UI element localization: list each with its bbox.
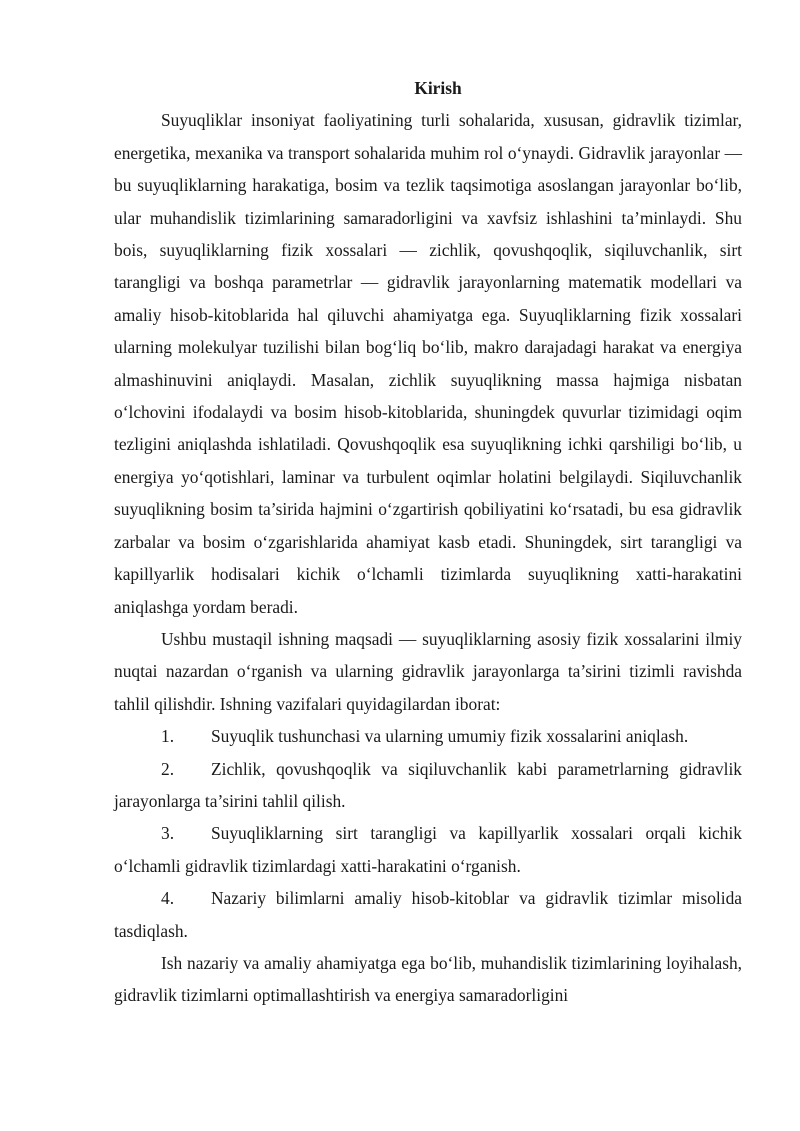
- task-item: [114, 720, 742, 752]
- task-item: [114, 753, 742, 818]
- task-item: [114, 817, 742, 882]
- task-number: 1.: [161, 726, 175, 747]
- purpose-paragraph: Ushbu mustaqil ishning maqsadi — suyuqliklarning asosiy fizik xossalarini ilmiy nuqtai nazardan o‘rganish va ularning gidravlik jarayonlarga ta’sirini tizimli ravishda tahlil qilishdir. Ishning vazifalari quyidagilardan iborat:: [114, 628, 742, 714]
- task-number: 4.: [161, 888, 175, 909]
- task-number: 3.: [161, 823, 175, 844]
- task-text: Suyuqlik tushunchasi va ularning umumiy fizik xossalarini aniqlash.: [211, 726, 689, 747]
- task-item: [114, 882, 742, 947]
- task-number: 2.: [161, 758, 175, 779]
- significance-paragraph: Ish nazariy va amaliy ahamiyatga ega bo‘lib, muhandislik tizimlarining loyihalash, gidravlik tizimlarni optimallashtirish va energiya samaradorligini: [114, 952, 742, 1006]
- section-title: Kirish: [414, 78, 462, 98]
- task-text: Nazariy bilimlarni amaliy hisob-kitoblar va gidravlik tizimlar misolida tasdiqlash.: [114, 888, 742, 941]
- intro-paragraph: Suyuqliklar insoniyat faoliyatining turli sohalarida, xususan, gidravlik tizimlar, energetika, mexanika va transport sohalarida muhim rol o‘ynaydi. Gidravlik jarayonlar — bu suyuqliklarning harakatiga, bosim va tezlik taqsimotiga asoslangan jarayonlar bo‘lib, ular muhandislik tizimlarining samaradorligini va xavfsiz ishlashini ta’minlaydi. Shu bois, suyuqliklarning fizik xossalari — zichlik, qovushqoqlik, siqiluvchanlik, sirt tarangligi va boshqa parametrlar — gidravlik jarayonlarning matematik modellari va amaliy hisob-kitoblarida hal qiluvchi ahamiyatga ega. Suyuqliklarning fizik xossalari ularning molekulyar tuzilishi bilan bog‘liq bo‘lib, makro darajadagi harakat va energiya almashinuvini aniqlaydi. Masalan, zichlik suyuqlikning massa hajmiga nisbatan o‘lchovini ifodalaydi va bosim hisob-kitoblarida, shuningdek quvurlar tizimidagi oqim tezligini aniqlashda ishlatiladi. Qovushqoqlik esa suyuqlikning ichki qarshiligi bo‘lib, u energiya yo‘qotishlari, laminar va turbulent oqimlar holatini belgilaydi. Siqiluvchanlik suyuqlikning bosim ta’sirida hajmini o‘zgartirish qobiliyatini ko‘rsatadi, bu esa gidravlik zarbalar va bosim o‘zgarishlarida ahamiyat kasb etadi. Shuningdek, sirt tarangligi va kapillyarlik hodisalari kichik o‘lchamli tizimlarda suyuqlikning xatti-harakatini aniqlashga yordam beradi.: [114, 110, 742, 617]
- task-text: Suyuqliklarning sirt tarangligi va kapillyarlik xossalari orqali kichik o‘lchamli gidravlik tizimlardagi xatti-harakatini o‘rganish.: [114, 823, 742, 876]
- document-body: [114, 72, 742, 1012]
- task-text: Zichlik, qovushqoqlik va siqiluvchanlik kabi parametrlarning gidravlik jarayonlarga ta’sirini tahlil qilish.: [114, 758, 742, 811]
